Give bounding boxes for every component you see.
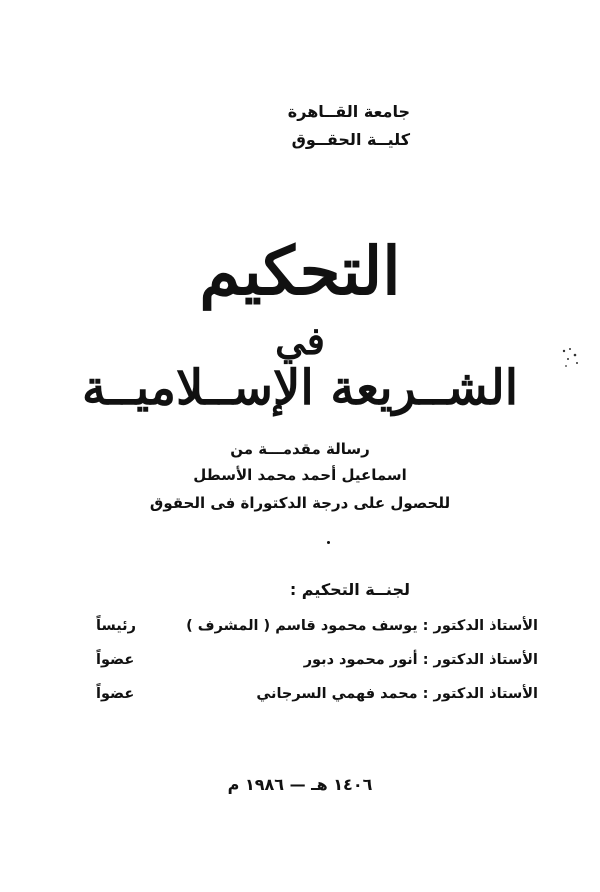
faculty-name: كليــة الحقــوق [291,130,410,149]
title-conjunction: في [275,318,325,363]
committee-member-name: الأستاذ الدكتور : محمد فهمي السرجاني [256,686,538,702]
committee-member-name: الأستاذ الدكتور : يوسف محمود قاسم ( المشرف ) [186,618,538,634]
thesis-purpose: للحصول على درجة الدكتوراة فى الحقوق [149,494,451,512]
thesis-author: اسماعيل أحمد محمد الأسطل [193,466,407,484]
committee-heading: لجنــة التحكيم : [289,580,410,599]
document-subtitle: الشــريعة الإســلاميــة [81,360,519,416]
document-date: ١٤٠٦ هـ — ١٩٨٦ م [227,775,373,794]
scan-speck-mark [560,345,582,371]
committee-member-role: رئيساً [96,618,136,634]
committee-member-role: عضواً [96,652,135,668]
university-name: جامعة القــاهرة [287,102,410,121]
committee-member-role: عضواً [96,686,135,702]
thesis-presented-by: رسالة مقدمـــة من [230,440,370,458]
committee-member-name: الأستاذ الدكتور : أنور محمود دبور [303,652,538,668]
ink-dot [327,541,330,544]
document-title: التحكيم [199,232,401,310]
